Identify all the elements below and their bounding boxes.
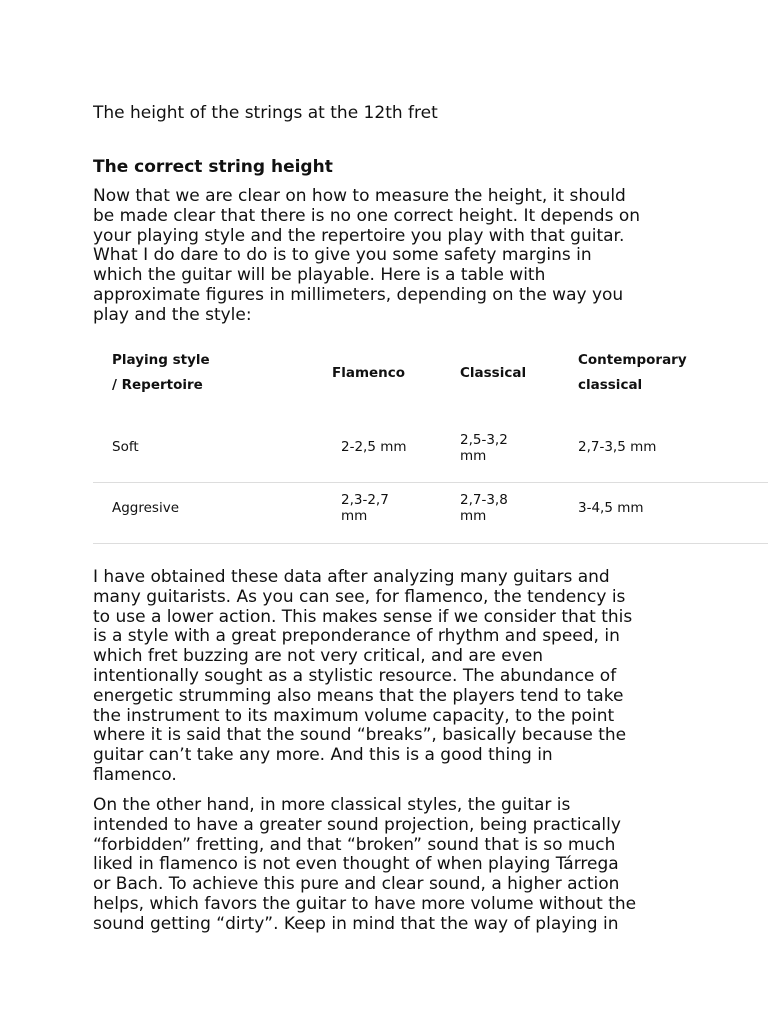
paragraph-line: sound getting “dirty”. Keep in mind that the way of playing in [93,913,619,934]
paragraph-line: helps, which favors the guitar to have more volume without the [93,893,637,914]
table-cell [460,432,540,464]
cell-text: 2,3-2,7 [341,492,389,508]
classical-paragraph [93,796,683,935]
table-cell [341,439,441,455]
paragraph-line: intended to have a greater sound projection, being practically [93,814,621,835]
paragraph-line: flamenco. [93,764,177,785]
table-cell [341,492,441,524]
document-page [93,0,768,1024]
cell-text: 2,7-3,8 [460,492,508,508]
header-text: classical [578,377,643,393]
table-cell [112,500,312,516]
paragraph-line: energetic strumming also means that the players tend to take [93,685,624,706]
cell-text: Aggresive [112,500,180,516]
cell-text: 3-4,5 mm [578,500,644,516]
cell-text: mm [341,508,368,524]
paragraph-line: approximate figures in millimeters, depending on the way you [93,284,624,305]
cell-text: 2,7-3,5 mm [578,439,657,455]
paragraph-line: liked in flamenco is not even thought of when playing Tárrega [93,854,619,875]
paragraph-line: I have obtained these data after analyzing many guitars and [93,567,610,587]
cell-text: Soft [112,439,139,455]
string-height-table [93,338,768,544]
paragraph-line: the instrument to its maximum volume capacity, to the point [93,705,615,726]
section-heading: The correct string height [93,157,333,177]
table-row [93,483,768,544]
header-text: Flamenco [332,365,406,381]
header-text: Playing style [112,352,210,368]
table-cell [112,439,312,455]
analysis-paragraph [93,568,683,786]
image-caption: The height of the strings at the 12th fret [93,103,438,123]
header-contemporary-classical [578,348,768,398]
header-classical [460,361,540,386]
header-text: Classical [460,365,527,381]
header-text: Contemporary [578,352,687,368]
paragraph-line: your playing style and the repertoire you play with that guitar. [93,225,625,246]
header-text: / Repertoire [112,377,203,393]
paragraph-line: play and the style: [93,304,252,325]
paragraph-line: What I do dare to do is to give you some safety margins in [93,245,592,266]
paragraph-line: be made clear that there is no one correct height. It depends on [93,205,641,226]
paragraph-line: to use a lower action. This makes sense if we consider that this [93,606,633,627]
table-cell [578,500,768,516]
paragraph-line: or Bach. To achieve this pure and clear sound, a higher action [93,874,620,895]
header-flamenco [332,361,432,386]
cell-text: 2-2,5 mm [341,439,407,455]
paragraph-line: many guitarists. As you can see, for flamenco, the tendency is [93,586,626,607]
cell-text: 2,5-3,2 [460,432,508,448]
paragraph-line: Now that we are clear on how to measure the height, it should [93,186,626,206]
paragraph-line: “forbidden” fretting, and that “broken” sound that is so much [93,834,616,855]
table-cell [578,439,768,455]
paragraph-line: intentionally sought as a stylistic resource. The abundance of [93,665,617,686]
cell-text: mm [460,508,487,524]
cell-text: mm [460,448,487,464]
header-playing-style [112,348,312,398]
paragraph-line: which fret buzzing are not very critical, and are even [93,646,544,667]
intro-paragraph [93,187,683,326]
paragraph-line: On the other hand, in more classical styles, the guitar is [93,795,571,815]
table-row [93,422,768,483]
table-cell [460,492,540,524]
paragraph-line: guitar can’t take any more. And this is a good thing in [93,745,553,766]
paragraph-line: is a style with a great preponderance of rhythm and speed, in [93,626,620,647]
paragraph-line: which the guitar will be playable. Here is a table with [93,265,546,286]
table-header-row [93,338,768,422]
paragraph-line: where it is said that the sound “breaks”, basically because the [93,725,627,746]
